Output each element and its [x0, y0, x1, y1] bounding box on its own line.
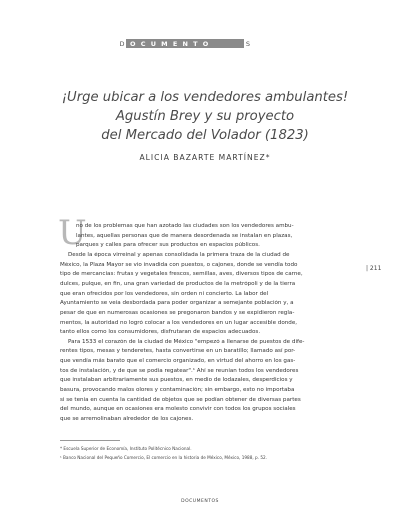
body-line: parques y calles para ofrecer sus productos en espacios públicos. — [76, 242, 260, 249]
body-line: lantes, aquellas personas que de manera desordenada se instalan en plazas, — [76, 232, 293, 239]
footnote-1: * Escuela Superior de Economía, Instituto Politécnico Nacional. — [60, 446, 192, 451]
body-line: dulces, pulque, en fin, una gran variedad de productos de la metrópoli y de la tierra — [60, 280, 296, 287]
body-line: rentes tipos, mesas y tenderetes, hasta convertirse en un baratillo; llamado así por- — [60, 348, 296, 355]
article-title-line-2: Agustín Brey y su proyecto — [115, 109, 295, 124]
drop-cap: U — [58, 213, 87, 253]
footer-label: DOCUMENTOS — [181, 499, 219, 504]
body-line: que instalaban arbitrariamente sus puestos, en medio de lodazales, desperdicios y — [60, 377, 293, 384]
body-line: Ayuntamiento se veía desbordada para poder organizar a semejante población y, a — [60, 300, 294, 307]
body-line: que vendía más barato que el comercio organizado, en virtud del ahorro en los gas- — [60, 358, 296, 365]
body-line: tos de instalación, y de que se podía regatear".¹ Ahí se reunían todos los vendedores — [60, 367, 299, 374]
body-line: mentos, la autoridad no logró colocar a los vendedores en un lugar accesible donde, — [60, 319, 298, 326]
body-line: Desde la época virreinal y apenas consolidada la primera traza de la ciudad de — [68, 251, 290, 258]
author-name: ALICIA BAZARTE MARTÍNEZ* — [139, 153, 271, 162]
body-line: si se tenía en cuenta la cantidad de objetos que se podían obtener de diversas partes — [60, 396, 301, 403]
body-line: México, la Plaza Mayor se vio invadida con puestos, o cajones, donde se vendía todo — [60, 261, 298, 268]
page-number: | 211 — [366, 265, 382, 272]
body-line: tanto ellos como los consumidores, disfrutaran de espacios adecuados. — [60, 329, 261, 336]
body-line: tipo de mercancías: frutas y vegetales frescos, semillas, aves, diversos tipos de carne, — [60, 271, 303, 278]
footnote-rule — [60, 440, 120, 441]
body-line: del mundo, aunque en ocasiones era molesto convivir con todos los grupos sociales — [60, 406, 296, 413]
section-bar — [126, 39, 244, 48]
body-line: que se arremolinaban alrededor de los cajones. — [60, 416, 194, 422]
body-line: no de los problemas que han azotado las ciudades son los vendedores ambu- — [76, 223, 294, 229]
body-line: que eran ofrecidos por los vendedores, sin orden ni concierto. La labor del — [60, 290, 269, 297]
body-line: Para 1533 el corazón de la ciudad de México "empezó a llenarse de puestos de dife- — [68, 338, 305, 345]
article-title-line-1: ¡Urge ubicar a los vendedores ambulantes! — [61, 90, 349, 105]
section-letter-left: D — [119, 39, 125, 48]
body-line: pesar de que en numerosas ocasiones se pregonaron bandos y se expidieron regla- — [60, 309, 295, 316]
body-line: basura, provocando malos olores y contaminación; sin embargo, esto no importaba — [60, 387, 295, 394]
section-bar-label: OCUMENTO — [130, 39, 214, 48]
article-title-line-3: del Mercado del Volador (1823) — [101, 128, 309, 143]
section-letter-right: S — [245, 39, 251, 48]
section-header — [118, 39, 252, 48]
footnote-2: ¹ Banco Nacional del Pequeño Comercio, El comercio en la historia de México, México, 1988, p. 52. — [60, 455, 268, 460]
